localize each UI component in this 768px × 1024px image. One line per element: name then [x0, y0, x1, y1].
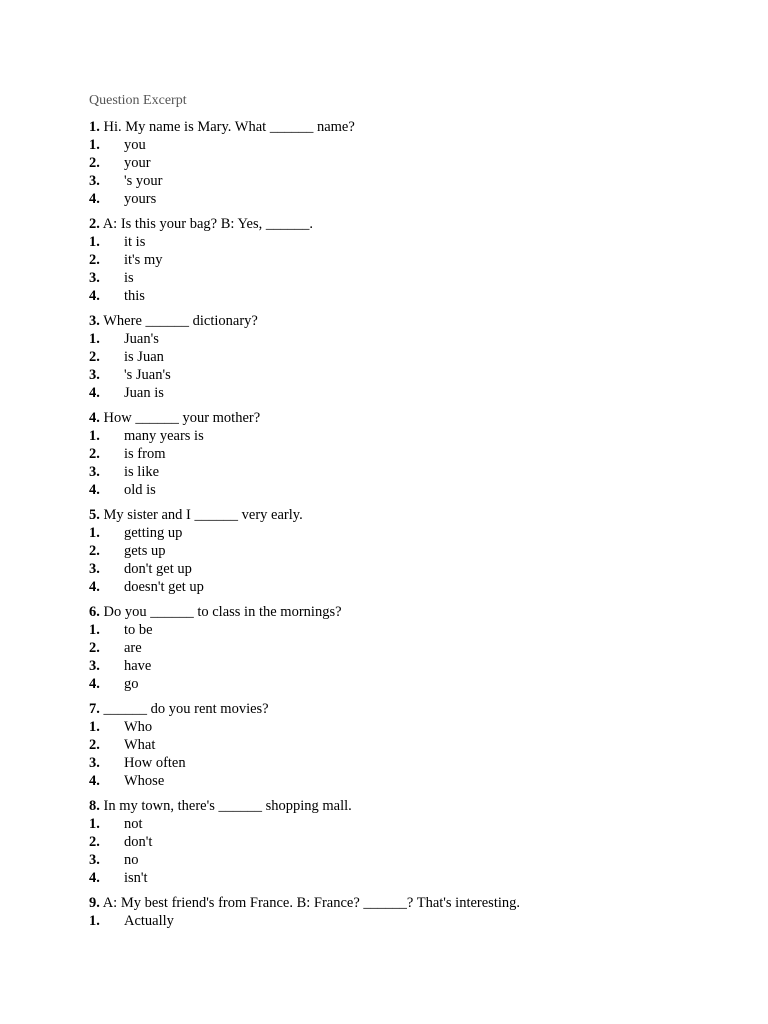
answer-option: [89, 718, 729, 736]
answer-option: [89, 851, 729, 869]
option-number: 2.: [89, 155, 100, 171]
answer-option: [89, 754, 729, 772]
excerpt-title: Question Excerpt: [89, 93, 187, 108]
option-number: 1.: [89, 816, 100, 832]
question-number: 6.: [89, 604, 100, 620]
option-text: Who: [124, 719, 153, 735]
question-2: [89, 215, 729, 305]
option-text: is like: [124, 464, 160, 480]
option-text: don't: [124, 834, 153, 850]
option-number: 1.: [89, 525, 100, 541]
option-number: 3.: [89, 852, 100, 868]
option-text: Juan's: [124, 331, 159, 347]
option-number: 2.: [89, 640, 100, 656]
question-9: [89, 894, 729, 930]
answer-option: [89, 481, 729, 499]
question-stem: [89, 700, 729, 718]
option-text: Whose: [124, 773, 165, 789]
question-number: 5.: [89, 507, 100, 523]
question-text: ______ do you rent movies?: [103, 701, 269, 717]
option-text: Juan is: [124, 385, 164, 401]
document-page: [89, 92, 729, 937]
option-number: 4.: [89, 191, 100, 207]
answer-option: [89, 287, 729, 305]
answer-option: [89, 675, 729, 693]
option-text: old is: [124, 482, 156, 498]
answer-option: [89, 233, 729, 251]
answer-option: [89, 560, 729, 578]
option-number: 2.: [89, 446, 100, 462]
option-number: 3.: [89, 173, 100, 189]
option-text: gets up: [124, 543, 166, 559]
question-stem: [89, 894, 729, 912]
answer-option: [89, 251, 729, 269]
question-6: [89, 603, 729, 693]
answer-option: [89, 136, 729, 154]
answer-option: [89, 736, 729, 754]
question-text: How ______ your mother?: [103, 410, 261, 426]
answer-option: [89, 366, 729, 384]
option-number: 1.: [89, 913, 100, 929]
answer-option: [89, 815, 729, 833]
option-number: 4.: [89, 288, 100, 304]
answer-option: [89, 621, 729, 639]
question-3: [89, 312, 729, 402]
question-1: [89, 118, 729, 208]
option-text: How often: [124, 755, 186, 771]
question-text: In my town, there's ______ shopping mall.: [103, 798, 352, 814]
question-stem: [89, 603, 729, 621]
question-stem: [89, 312, 729, 330]
answer-option: [89, 657, 729, 675]
question-number: 9.: [89, 895, 100, 911]
answer-option: [89, 348, 729, 366]
option-number: 4.: [89, 870, 100, 886]
option-text: 's Juan's: [124, 367, 171, 383]
question-stem: [89, 797, 729, 815]
option-number: 1.: [89, 234, 100, 250]
option-text: not: [124, 816, 143, 832]
option-number: 1.: [89, 331, 100, 347]
option-text: you: [124, 137, 146, 153]
question-number: 4.: [89, 410, 100, 426]
question-number: 1.: [89, 119, 100, 135]
option-text: to be: [124, 622, 153, 638]
answer-option: [89, 772, 729, 790]
option-number: 4.: [89, 385, 100, 401]
option-number: 3.: [89, 561, 100, 577]
option-text: Actually: [124, 913, 174, 929]
answer-option: [89, 542, 729, 560]
option-number: 3.: [89, 464, 100, 480]
question-4: [89, 409, 729, 499]
question-text: Hi. My name is Mary. What ______ name?: [103, 119, 355, 135]
option-number: 1.: [89, 428, 100, 444]
answer-option: [89, 833, 729, 851]
question-stem: [89, 409, 729, 427]
option-number: 3.: [89, 755, 100, 771]
question-number: 2.: [89, 216, 100, 232]
question-5: [89, 506, 729, 596]
option-number: 2.: [89, 543, 100, 559]
question-8: [89, 797, 729, 887]
question-7: [89, 700, 729, 790]
answer-option: [89, 172, 729, 190]
option-text: 's your: [124, 173, 163, 189]
option-number: 2.: [89, 737, 100, 753]
answer-option: [89, 578, 729, 596]
answer-option: [89, 154, 729, 172]
option-text: it's my: [124, 252, 163, 268]
option-number: 4.: [89, 579, 100, 595]
answer-option: [89, 427, 729, 445]
answer-option: [89, 463, 729, 481]
option-text: What: [124, 737, 156, 753]
answer-option: [89, 269, 729, 287]
option-text: is: [124, 270, 134, 286]
option-text: this: [124, 288, 145, 304]
option-text: it is: [124, 234, 146, 250]
question-number: 8.: [89, 798, 100, 814]
question-list: [89, 118, 729, 930]
option-number: 4.: [89, 482, 100, 498]
option-number: 3.: [89, 367, 100, 383]
question-text: A: My best friend's from France. B: France? ______? That's interesting.: [102, 895, 521, 911]
question-text: Where ______ dictionary?: [103, 313, 258, 329]
option-number: 1.: [89, 622, 100, 638]
answer-option: [89, 384, 729, 402]
question-number: 3.: [89, 313, 100, 329]
option-text: are: [124, 640, 142, 656]
option-text: many years is: [124, 428, 204, 444]
question-stem: [89, 215, 729, 233]
question-stem: [89, 118, 729, 136]
option-text: no: [124, 852, 139, 868]
question-text: A: Is this your bag? B: Yes, ______.: [102, 216, 313, 232]
option-number: 3.: [89, 270, 100, 286]
option-number: 4.: [89, 773, 100, 789]
option-number: 1.: [89, 137, 100, 153]
answer-option: [89, 330, 729, 348]
option-text: doesn't get up: [124, 579, 204, 595]
answer-option: [89, 524, 729, 542]
option-text: getting up: [124, 525, 183, 541]
question-stem: [89, 506, 729, 524]
option-text: is from: [124, 446, 166, 462]
answer-option: [89, 639, 729, 657]
question-text: My sister and I ______ very early.: [103, 507, 303, 523]
option-number: 2.: [89, 349, 100, 365]
question-text: Do you ______ to class in the mornings?: [103, 604, 342, 620]
answer-option: [89, 190, 729, 208]
answer-option: [89, 445, 729, 463]
option-text: go: [124, 676, 139, 692]
option-number: 2.: [89, 252, 100, 268]
option-number: 3.: [89, 658, 100, 674]
option-text: your: [124, 155, 151, 171]
option-text: yours: [124, 191, 157, 207]
option-number: 1.: [89, 719, 100, 735]
option-text: isn't: [124, 870, 148, 886]
option-number: 2.: [89, 834, 100, 850]
option-number: 4.: [89, 676, 100, 692]
option-text: is Juan: [124, 349, 164, 365]
option-text: have: [124, 658, 152, 674]
question-number: 7.: [89, 701, 100, 717]
option-text: don't get up: [124, 561, 192, 577]
answer-option: [89, 912, 729, 930]
answer-option: [89, 869, 729, 887]
